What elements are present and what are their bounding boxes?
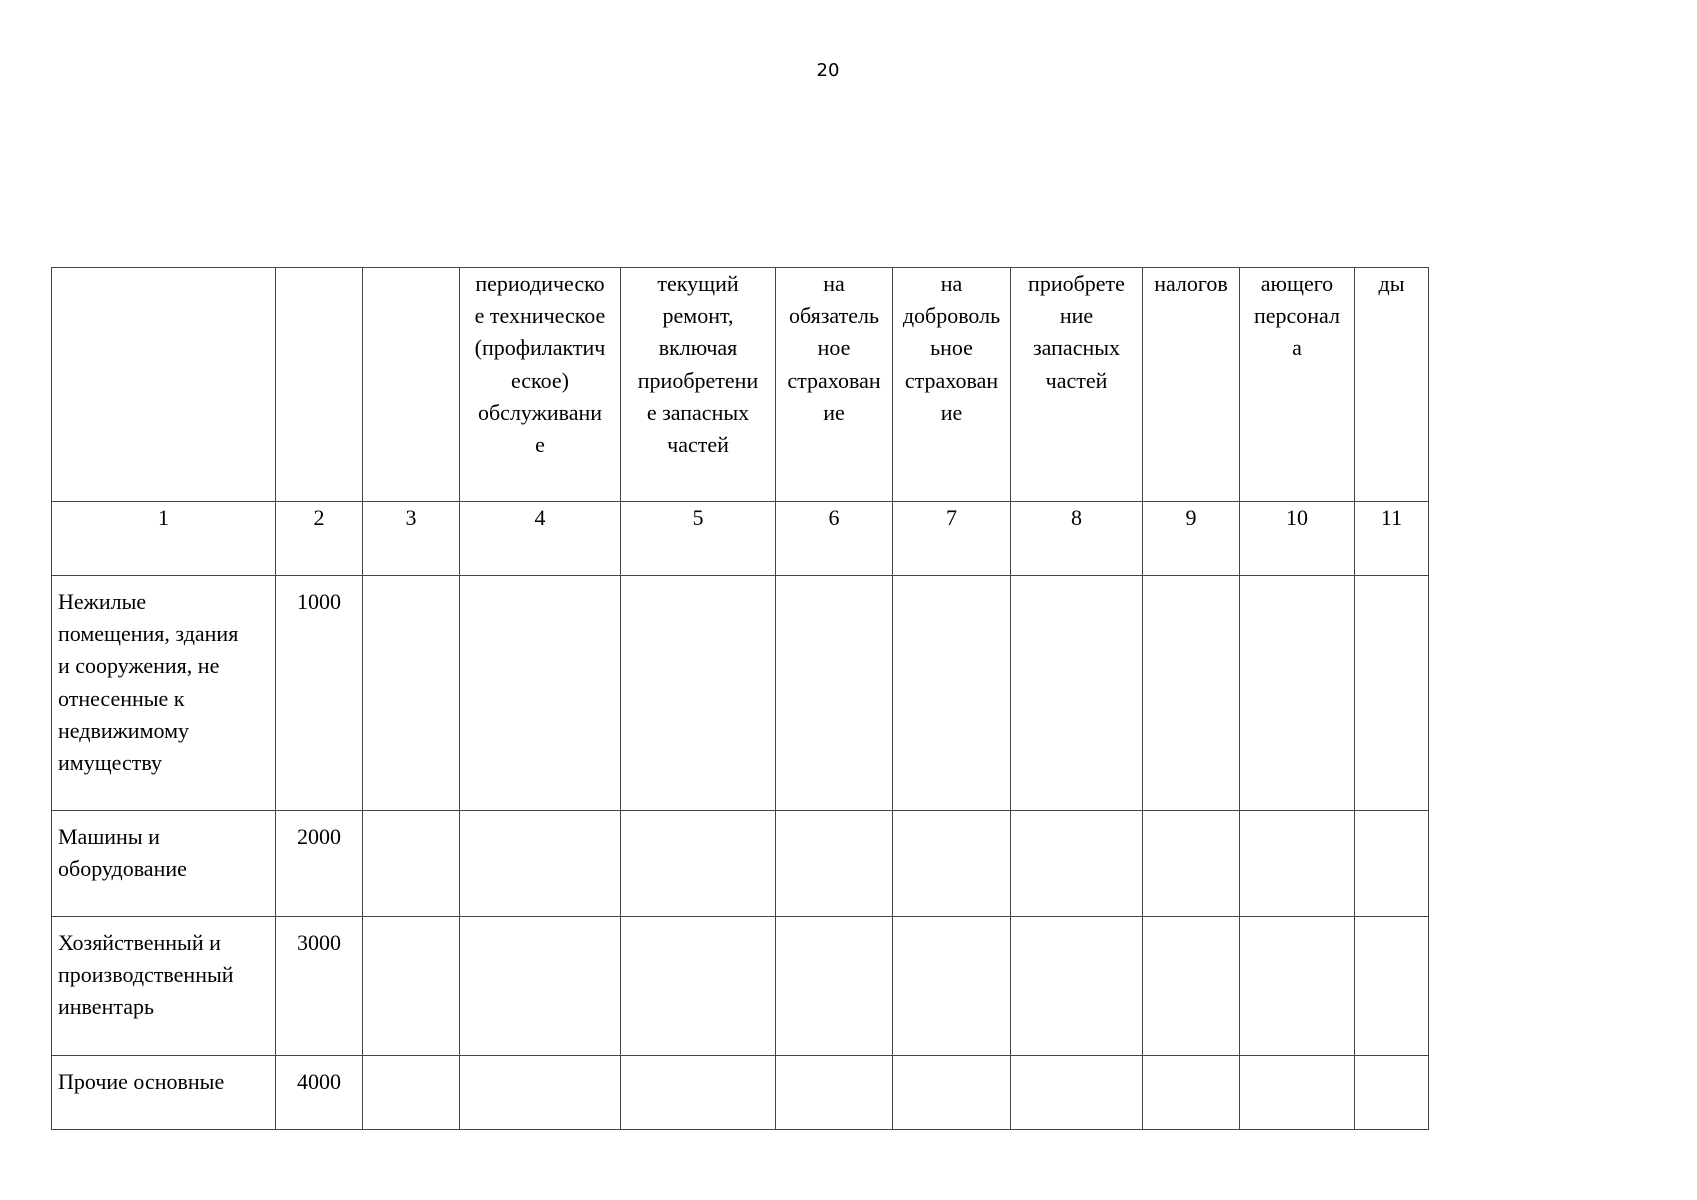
empty-cell — [621, 917, 776, 1056]
header-line: на — [823, 271, 845, 296]
row-name-cell — [52, 576, 276, 811]
empty-cell — [460, 1056, 621, 1130]
column-number: 3 — [363, 502, 460, 576]
header-line: частей — [667, 432, 729, 458]
empty-cell — [1011, 811, 1143, 917]
column-number: 5 — [621, 502, 776, 576]
header-cell-5 — [621, 268, 776, 502]
column-number: 4 — [460, 502, 621, 576]
column-number: 11 — [1355, 502, 1429, 576]
header-line: еское) — [510, 367, 569, 393]
empty-cell — [776, 576, 893, 811]
empty-cell — [1143, 917, 1240, 1056]
table-row — [52, 811, 1429, 917]
empty-cell — [460, 811, 621, 917]
row-name-cell — [52, 917, 276, 1056]
header-cell-3 — [363, 268, 460, 502]
header-line: налогов — [1154, 271, 1228, 296]
row-name-line: Нежилые — [58, 589, 147, 614]
empty-cell — [893, 811, 1011, 917]
header-line: е запасных — [646, 399, 750, 425]
empty-cell — [460, 576, 621, 811]
header-line: а — [1292, 335, 1302, 361]
row-name-line: Хозяйственный и — [58, 930, 221, 955]
row-name-line: отнесенные к — [58, 685, 185, 711]
empty-cell — [363, 917, 460, 1056]
header-row — [52, 268, 1429, 502]
empty-cell — [893, 917, 1011, 1056]
header-cell-9 — [1143, 268, 1240, 502]
header-cell-10 — [1240, 268, 1355, 502]
empty-cell — [1355, 811, 1429, 917]
empty-cell — [1240, 1056, 1355, 1130]
header-cell-2 — [276, 268, 363, 502]
cost-table — [51, 267, 1429, 1130]
header-line: частей — [1045, 367, 1108, 393]
empty-cell — [621, 811, 776, 917]
row-name-line: имуществу — [58, 750, 162, 776]
empty-cell — [776, 917, 893, 1056]
header-line: периодическо — [475, 271, 605, 296]
empty-cell — [893, 1056, 1011, 1130]
header-cell-6 — [776, 268, 893, 502]
header-line: (профилактич — [474, 335, 606, 361]
row-name-line: Прочие основные — [58, 1069, 225, 1094]
header-line: е техническое — [474, 303, 606, 329]
column-number: 8 — [1011, 502, 1143, 576]
header-line: запасных — [1032, 335, 1121, 361]
header-line: ие — [823, 399, 845, 425]
page-number: 20 — [816, 60, 840, 81]
row-code-cell: 2000 — [276, 811, 363, 917]
header-line: приобретени — [637, 367, 759, 393]
row-name-cell — [52, 811, 276, 917]
row-name-line: оборудование — [58, 856, 187, 882]
row-name-line: производственный — [58, 962, 234, 988]
header-line: ние — [1059, 303, 1094, 329]
header-line: страхован — [787, 367, 881, 393]
column-number-row — [52, 502, 1429, 576]
row-name-line: Машины и — [58, 824, 160, 849]
header-line: е — [535, 432, 545, 458]
column-number: 7 — [893, 502, 1011, 576]
column-number: 1 — [52, 502, 276, 576]
row-name-line: недвижимому — [58, 717, 190, 743]
header-line: включая — [658, 335, 738, 361]
empty-cell — [363, 1056, 460, 1130]
empty-cell — [1240, 811, 1355, 917]
row-name-line: и сооружения, не — [58, 653, 220, 679]
empty-cell — [776, 811, 893, 917]
header-line: ное — [817, 335, 851, 361]
row-code-cell: 4000 — [276, 1056, 363, 1130]
table-row — [52, 576, 1429, 811]
column-number: 10 — [1240, 502, 1355, 576]
header-line: обслуживани — [477, 399, 603, 425]
empty-cell — [621, 1056, 776, 1130]
header-line: ремонт, — [662, 303, 734, 329]
header-line: ды — [1378, 271, 1405, 296]
column-number: 2 — [276, 502, 363, 576]
header-line: обязатель — [788, 303, 880, 329]
empty-cell — [1011, 917, 1143, 1056]
row-name-line: инвентарь — [58, 994, 155, 1020]
header-line: ающего — [1260, 271, 1334, 296]
row-code-cell: 3000 — [276, 917, 363, 1056]
header-line: приобрете — [1028, 271, 1125, 296]
header-cell-8 — [1011, 268, 1143, 502]
empty-cell — [776, 1056, 893, 1130]
empty-cell — [1240, 576, 1355, 811]
empty-cell — [1011, 576, 1143, 811]
header-line: доброволь — [902, 303, 1001, 329]
row-code-cell: 1000 — [276, 576, 363, 811]
header-line: текущий — [657, 271, 739, 296]
empty-cell — [1143, 1056, 1240, 1130]
empty-cell — [1011, 1056, 1143, 1130]
table-row — [52, 917, 1429, 1056]
header-cell-7 — [893, 268, 1011, 502]
header-line: ьное — [930, 335, 973, 361]
header-line: страхован — [904, 367, 999, 393]
header-cell-11 — [1355, 268, 1429, 502]
header-cell-1 — [52, 268, 276, 502]
column-number: 6 — [776, 502, 893, 576]
header-line: ие — [940, 399, 963, 425]
row-name-cell — [52, 1056, 276, 1130]
empty-cell — [363, 811, 460, 917]
row-name-line: помещения, здания — [58, 621, 239, 647]
empty-cell — [621, 576, 776, 811]
empty-cell — [1355, 576, 1429, 811]
column-number: 9 — [1143, 502, 1240, 576]
empty-cell — [1355, 917, 1429, 1056]
header-line: персонал — [1253, 303, 1340, 329]
empty-cell — [1143, 811, 1240, 917]
empty-cell — [893, 576, 1011, 811]
header-line: на — [940, 271, 963, 296]
header-cell-4 — [460, 268, 621, 502]
empty-cell — [1143, 576, 1240, 811]
empty-cell — [1355, 1056, 1429, 1130]
empty-cell — [1240, 917, 1355, 1056]
empty-cell — [363, 576, 460, 811]
empty-cell — [460, 917, 621, 1056]
table-row — [52, 1056, 1429, 1130]
